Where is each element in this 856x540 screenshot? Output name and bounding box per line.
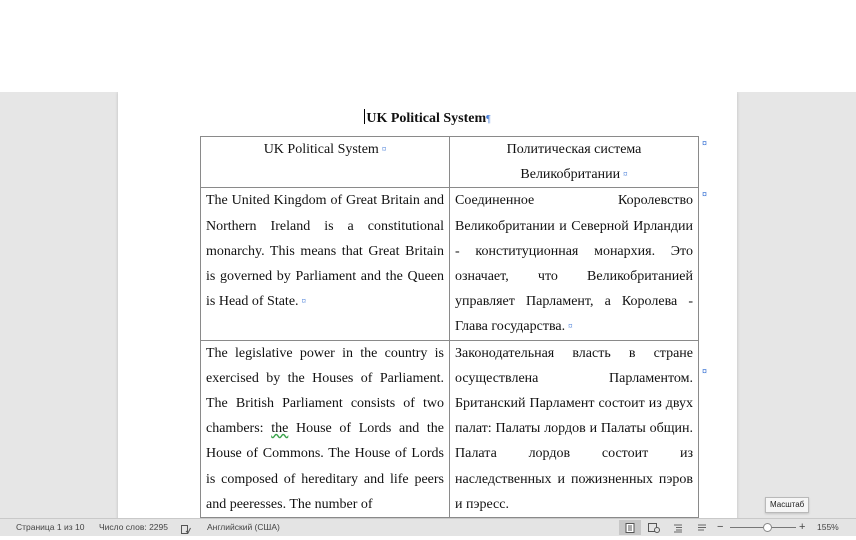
- cell-en[interactable]: The United Kingdom of Great Britain and Northern Ireland is a constitutional monarchy. This means that Great Britain is governed by Parliament and the Queen is Head of State. ¤: [201, 188, 450, 340]
- zoom-slider-thumb[interactable]: [763, 523, 772, 532]
- header-cell-en[interactable]: UK Political System ¤: [201, 137, 450, 188]
- document-canvas[interactable]: [0, 92, 856, 518]
- table-header-row: [201, 137, 699, 188]
- zoom-tooltip: Масштаб: [765, 497, 809, 513]
- word-count[interactable]: Число слов: 2295: [99, 522, 168, 532]
- row-end-mark: ¤: [702, 366, 708, 376]
- table-row: [201, 188, 699, 340]
- zoom-level[interactable]: 155%: [817, 522, 839, 532]
- header-cell-ru[interactable]: Политическая система Великобритании ¤: [450, 137, 699, 188]
- pilcrow-mark: ¶: [486, 114, 491, 125]
- language[interactable]: Английский (США): [207, 522, 280, 532]
- toolbar-area: [0, 0, 856, 92]
- document-page[interactable]: [118, 92, 737, 518]
- page-count[interactable]: Страница 1 из 10: [16, 522, 85, 532]
- zoom-out-button[interactable]: −: [717, 521, 724, 533]
- cell-en[interactable]: The legislative power in the country is exercised by the Houses of Parliament. The British Parliament consists of two chambers: the House of Lords and the House of Commons. The House of Lords is composed of hereditary and life peers and peeresses. The number of: [201, 340, 450, 517]
- row-end-mark: ¤: [702, 189, 708, 199]
- cell-ru[interactable]: Соединенное Королевство Великобритании и Северной Ирландии - конституционная монархия. Это означает, что Великобританией управляет Парламент, а Королева - Глава государства. ¤: [450, 188, 699, 340]
- web-layout-view-button[interactable]: [643, 520, 665, 535]
- draft-view-button[interactable]: [691, 520, 713, 535]
- document-title[interactable]: UK Political System¶: [366, 111, 491, 126]
- row-end-mark: ¤: [702, 138, 708, 148]
- outline-view-button[interactable]: [667, 520, 689, 535]
- print-layout-view-button[interactable]: [619, 520, 641, 535]
- status-bar: [0, 518, 856, 536]
- grammar-underline: the: [271, 421, 289, 437]
- zoom-in-button[interactable]: +: [799, 521, 806, 533]
- table-row: [201, 340, 699, 517]
- cell-ru[interactable]: Законодательная власть в стране осуществлена Парламентом. Британский Парламент состоит из двух палат: Палаты лордов и Палаты общин. Палата лордов состоит из наследственных и пожизненных пэров и пэресс.: [450, 340, 699, 517]
- proofing-icon[interactable]: [181, 523, 191, 532]
- translation-table[interactable]: [200, 136, 699, 518]
